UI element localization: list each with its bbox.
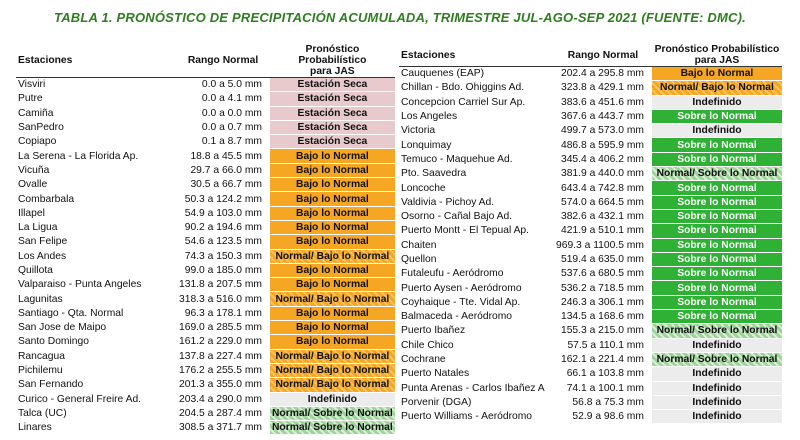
station-cell: Puerto Aysen - Aeródromo [401, 282, 522, 294]
table-row [16, 163, 395, 177]
station-cell: Chile Chico [401, 339, 454, 351]
station-cell: Rancagua [18, 350, 65, 362]
forecast-cell: Sobre lo Normal [652, 295, 782, 309]
range-cell: 134.5 a 168.6 mm [560, 311, 644, 323]
range-cell: 536.2 a 718.5 mm [560, 282, 644, 294]
forecast-cell: Normal/ Bajo lo Normal [270, 292, 395, 306]
forecast-table-left [16, 44, 395, 435]
range-cell: 30.5 a 66.7 mm [190, 179, 262, 191]
table-row [399, 109, 782, 123]
forecast-cell: Indefinido [652, 95, 782, 109]
table-row [399, 167, 782, 181]
station-cell: Santo Domingo [18, 336, 89, 348]
forecast-cell: Normal/ Sobre lo Normal [272, 407, 393, 419]
station-cell: Quellon [401, 254, 437, 265]
station-cell: Santiago - Qta. Normal [18, 307, 124, 319]
station-cell: Ovalle [18, 179, 48, 191]
table-row [16, 220, 395, 234]
range-cell: 56.8 a 75.3 mm [572, 396, 644, 408]
table-row [399, 410, 782, 424]
forecast-cell: Normal/ Sobre lo Normal [272, 422, 393, 434]
station-cell: Concepcion Carriel Sur Ap. [401, 96, 526, 108]
table-header-row [16, 44, 395, 78]
table-row [16, 321, 395, 335]
station-cell: Balmaceda - Aeródromo [401, 311, 513, 323]
forecast-cell: Estación Seca [270, 92, 395, 106]
range-cell: 99.0 a 185.0 mm [184, 265, 262, 276]
range-cell: 537.6 a 680.5 mm [560, 268, 644, 280]
station-cell: Los Andes [18, 250, 67, 262]
range-cell: 519.4 a 635.0 mm [560, 254, 644, 265]
range-cell: 155.3 a 215.0 mm [560, 325, 644, 337]
range-cell: 161.2 a 229.0 mm [179, 336, 262, 348]
table-row [399, 152, 782, 166]
range-cell: 131.8 a 207.5 mm [179, 279, 262, 291]
range-cell: 574.0 a 664.5 mm [560, 196, 644, 208]
range-cell: 323.8 a 429.1 mm [560, 82, 644, 94]
station-cell: Quillota [18, 265, 53, 276]
range-cell: 74.3 a 150.3 mm [184, 250, 262, 262]
range-cell: 383.6 a 451.6 mm [560, 96, 644, 108]
forecast-cell: Sobre lo Normal [652, 310, 782, 324]
station-cell: San Jose de Maipo [18, 322, 107, 334]
forecast-cell: Indefinido [652, 338, 782, 352]
forecast-cell: Bajo lo Normal [270, 278, 395, 292]
station-cell: Putre [18, 93, 43, 105]
range-cell: 421.9 a 510.1 mm [560, 225, 644, 237]
table-row [16, 178, 395, 192]
header-forecast [652, 44, 782, 67]
table-row [399, 195, 782, 209]
table-row [399, 67, 782, 81]
range-cell: 0.1 a 8.7 mm [201, 136, 262, 148]
forecast-cell: Normal/ Bajo lo Normal [270, 378, 395, 392]
forecast-cell: Indefinido [652, 367, 782, 381]
forecast-cell: Sobre lo Normal [652, 138, 782, 152]
station-cell: Puerto Natales [401, 368, 470, 380]
table-row [399, 295, 782, 309]
station-cell: Futaleufu - Aeródromo [401, 268, 504, 280]
forecast-cell: Sobre lo Normal [652, 209, 782, 223]
table-row [16, 135, 395, 149]
station-cell: Copiapo [18, 136, 57, 148]
range-cell: 66.1 a 103.8 mm [566, 368, 644, 380]
table-title: TABLA 1. PRONÓSTICO DE PRECIPITACIÓN ACUMULADA, TRIMESTRE JUL-AGO-SEP 2021 (FUENTE: DMC). [54, 10, 746, 25]
forecast-cell: Bajo lo Normal [270, 163, 395, 177]
station-cell: Puerto Montt - El Tepual Ap. [401, 225, 530, 237]
forecast-cell: Indefinido [652, 124, 782, 138]
table-row [16, 263, 395, 277]
table-row [16, 349, 395, 363]
station-cell: Punta Arenas - Carlos Ibañez A [401, 382, 545, 394]
table-row [399, 95, 782, 109]
station-cell: San Felipe [18, 236, 68, 248]
table-body-left [16, 78, 395, 435]
range-cell: 137.8 a 227.4 mm [179, 350, 262, 362]
forecast-cell: Bajo lo Normal [270, 149, 395, 163]
header-forecast-line1: Pronóstico Probabilístico [298, 44, 367, 66]
forecast-cell: Estación Seca [270, 120, 395, 134]
table-row [399, 338, 782, 352]
table-row [16, 249, 395, 263]
station-cell: Cochrane [401, 354, 446, 366]
table-row [399, 395, 782, 409]
table-row [399, 209, 782, 223]
table-row [399, 367, 782, 381]
station-cell: Pto. Saavedra [401, 168, 467, 180]
table-row [399, 138, 782, 152]
forecast-cell: Sobre lo Normal [652, 238, 782, 252]
forecast-cell: Indefinido [270, 392, 395, 406]
forecast-cell: Bajo lo Normal [652, 67, 782, 81]
table-row [16, 392, 395, 406]
range-cell: 54.6 a 123.5 mm [184, 236, 262, 248]
forecast-cell: Normal/ Bajo lo Normal [270, 249, 395, 263]
station-cell: Osorno - Cañal Bajo Ad. [401, 211, 513, 223]
station-cell: Camiña [18, 107, 54, 119]
table-row [16, 406, 395, 420]
range-cell: 50.3 a 124.2 mm [184, 193, 262, 205]
forecast-cell: Normal/ Sobre lo Normal [652, 167, 782, 181]
station-cell: Victoria [401, 125, 436, 137]
range-cell: 202.4 a 295.8 mm [560, 68, 644, 80]
station-cell: La Ligua [18, 222, 58, 234]
table-row [16, 149, 395, 163]
range-cell: 176.2 a 255.5 mm [179, 365, 262, 377]
forecast-cell: Bajo lo Normal [270, 263, 395, 277]
forecast-cell: Estación Seca [270, 78, 395, 92]
range-cell: 57.5 a 110.1 mm [567, 339, 644, 351]
forecast-table-right [399, 44, 782, 424]
forecast-cell: Estación Seca [270, 106, 395, 120]
forecast-cell: Bajo lo Normal [270, 235, 395, 249]
forecast-cell: Bajo lo Normal [270, 206, 395, 220]
table-row [16, 421, 395, 435]
range-cell: 0.0 a 0.7 mm [201, 122, 262, 134]
table-row [399, 181, 782, 195]
table-body-right [399, 67, 782, 424]
table-row [16, 192, 395, 206]
range-cell: 90.2 a 194.6 mm [184, 222, 262, 234]
station-cell: Puerto Ibañez [401, 325, 466, 337]
forecast-cell: Bajo lo Normal [270, 306, 395, 320]
table-row [16, 106, 395, 120]
station-cell: Puerto Williams - Aeródromo [401, 411, 533, 423]
header-forecast-line2: para JAS [694, 55, 740, 66]
station-cell: Pichilemu [18, 365, 63, 377]
forecast-cell: Bajo lo Normal [270, 220, 395, 234]
forecast-cell: Normal/ Bajo lo Normal [652, 81, 782, 95]
header-range: Rango Normal [554, 44, 652, 67]
forecast-cell: Bajo lo Normal [270, 178, 395, 192]
table-row [399, 281, 782, 295]
forecast-cell: Normal/ Bajo lo Normal [270, 349, 395, 363]
range-cell: 0.0 a 0.0 mm [201, 107, 262, 119]
range-cell: 0.0 a 4.1 mm [201, 93, 262, 105]
station-cell: San Fernando [18, 379, 84, 391]
station-cell: Curico - General Freire Ad. [18, 393, 142, 405]
station-cell: Lagunitas [18, 293, 63, 305]
table-row [399, 252, 782, 266]
range-cell: 345.4 a 406.2 mm [560, 153, 644, 165]
range-cell: 74.1 a 100.1 mm [566, 382, 644, 394]
station-cell: Linares [18, 422, 52, 434]
table-row [399, 124, 782, 138]
forecast-cell: Bajo lo Normal [270, 335, 395, 349]
station-cell: Temuco - Maquehue Ad. [401, 153, 513, 165]
range-cell: 643.4 a 742.8 mm [560, 182, 644, 194]
range-cell: 169.0 a 285.5 mm [179, 322, 262, 334]
header-forecast-line1: Pronóstico Probabilístico [654, 44, 780, 55]
table-row [16, 363, 395, 377]
table-row [399, 238, 782, 252]
table-row [16, 335, 395, 349]
range-cell: 29.7 a 66.0 mm [190, 164, 262, 176]
station-cell: SanPedro [18, 122, 64, 134]
station-cell: Talca (UC) [18, 407, 67, 419]
range-cell: 18.8 a 45.5 mm [190, 150, 262, 162]
range-cell: 203.4 a 290.0 mm [179, 393, 262, 405]
range-cell: 246.3 a 306.1 mm [560, 296, 644, 308]
station-cell: Vicuña [18, 164, 50, 176]
range-cell: 382.6 a 432.1 mm [560, 211, 644, 223]
range-cell: 969.3 a 1100.5 mm [556, 239, 644, 251]
table-row [399, 267, 782, 281]
table-row [399, 81, 782, 95]
station-cell: Coyhaique - Tte. Vidal Ap. [401, 296, 521, 308]
table-row [16, 378, 395, 392]
forecast-cell: Indefinido [652, 395, 782, 409]
table-row [16, 235, 395, 249]
table-row [399, 381, 782, 395]
table-row [399, 352, 782, 366]
table-row [16, 120, 395, 134]
range-cell: 204.5 a 287.4 mm [179, 407, 262, 419]
station-cell: Chaiten [401, 239, 437, 251]
range-cell: 0.0 a 5.0 mm [201, 79, 262, 91]
forecast-cell: Sobre lo Normal [652, 152, 782, 166]
header-station: Estaciones [399, 44, 554, 67]
forecast-cell: Sobre lo Normal [652, 181, 782, 195]
table-header-row [399, 44, 782, 67]
table-row [399, 310, 782, 324]
station-cell: Valparaiso - Punta Angeles [18, 279, 142, 291]
station-cell: Combarbala [18, 193, 75, 205]
header-range: Rango Normal [176, 44, 270, 78]
forecast-cell: Indefinido [652, 410, 782, 424]
table-row [16, 306, 395, 320]
forecast-cell: Sobre lo Normal [652, 252, 782, 266]
header-station: Estaciones [16, 44, 176, 78]
range-cell: 308.5 a 371.7 mm [179, 422, 262, 434]
table-row [399, 224, 782, 238]
range-cell: 162.1 a 221.4 mm [560, 354, 644, 366]
forecast-cell: Sobre lo Normal [652, 224, 782, 238]
station-cell: La Serena - La Florida Ap. [18, 150, 139, 162]
table-row [16, 292, 395, 306]
table-row [16, 278, 395, 292]
station-cell: Visviri [18, 79, 46, 91]
range-cell: 52.9 a 98.6 mm [572, 411, 644, 423]
forecast-cell: Normal/ Sobre lo Normal [652, 324, 782, 338]
forecast-cell: Sobre lo Normal [652, 281, 782, 295]
forecast-cell: Bajo lo Normal [270, 321, 395, 335]
range-cell: 96.3 a 178.1 mm [184, 307, 262, 319]
range-cell: 201.3 a 355.0 mm [179, 379, 262, 391]
range-cell: 54.9 a 103.0 mm [184, 207, 262, 219]
station-cell: Illapel [18, 207, 45, 219]
station-cell: Lonquimay [401, 139, 452, 151]
forecast-cell: Indefinido [652, 381, 782, 395]
forecast-cell: Estación Seca [270, 135, 395, 149]
range-cell: 499.7 a 573.0 mm [560, 125, 644, 137]
header-forecast-line2: para JAS [310, 66, 355, 77]
table-row [16, 78, 395, 92]
range-cell: 367.6 a 443.7 mm [560, 111, 644, 123]
forecast-cell: Normal/ Sobre lo Normal [652, 352, 782, 366]
header-forecast [270, 44, 395, 78]
station-cell: Porvenir (DGA) [401, 396, 472, 408]
table-row [399, 324, 782, 338]
forecast-cell: Bajo lo Normal [270, 192, 395, 206]
range-cell: 381.9 a 440.0 mm [560, 168, 644, 180]
forecast-cell: Normal/ Bajo lo Normal [270, 363, 395, 377]
range-cell: 486.8 a 595.9 mm [560, 139, 644, 151]
station-cell: Chillan - Bdo. Ohiggins Ad. [401, 82, 525, 94]
forecast-cell: Sobre lo Normal [652, 109, 782, 123]
station-cell: Loncoche [401, 182, 446, 194]
range-cell: 318.3 a 516.0 mm [179, 293, 262, 305]
table-row [16, 206, 395, 220]
forecast-cell: Sobre lo Normal [652, 195, 782, 209]
forecast-cell: Sobre lo Normal [652, 267, 782, 281]
station-cell: Cauquenes (EAP) [401, 68, 484, 80]
station-cell: Los Angeles [401, 111, 458, 123]
station-cell: Valdivia - Pichoy Ad. [401, 196, 495, 208]
table-row [16, 92, 395, 106]
